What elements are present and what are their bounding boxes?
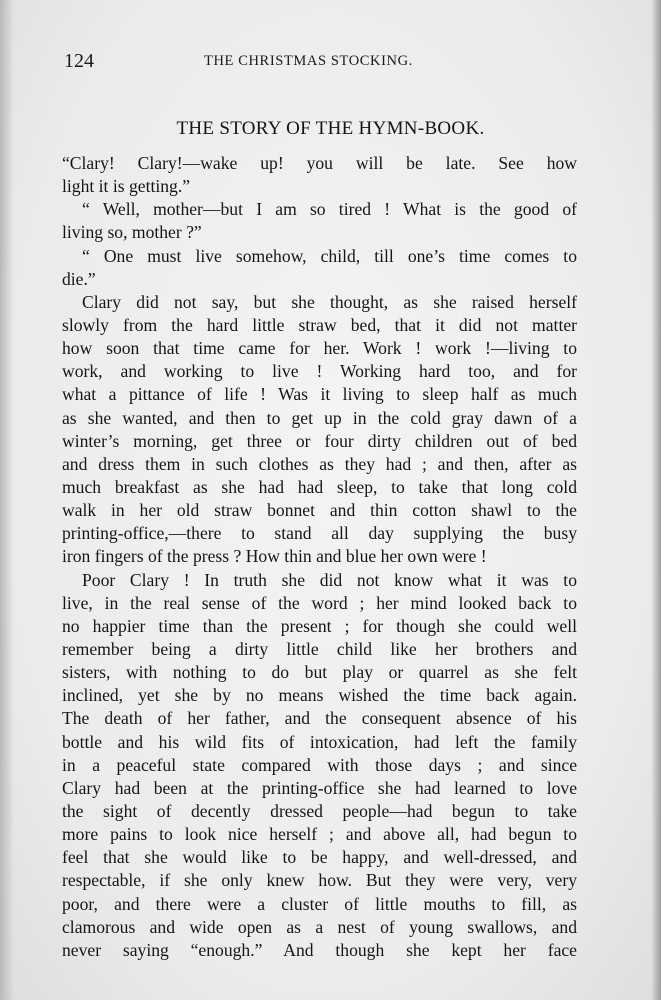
body-text	[62, 152, 577, 962]
page-number: 124	[64, 50, 94, 72]
running-head	[64, 50, 584, 74]
text-line: as she wanted, and then to get up in the cold gray dawn of a	[62, 407, 577, 428]
text-line: and dress them in such clothes as they had ; and then, after as	[62, 453, 577, 474]
text-line: “ Well, mother—but I am so tired ! What is the good of	[82, 199, 577, 220]
text-line: iron fingers of the press ? How thin and blue her own were !	[62, 546, 487, 567]
text-line: living so, mother ?”	[62, 222, 202, 243]
text-line: winter’s morning, get three or four dirty children out of bed	[62, 430, 577, 451]
text-line: bottle and his wild fits of intoxication, had left the family	[62, 731, 577, 752]
page-edge-shadow-left	[0, 0, 14, 1000]
text-line: poor, and there were a cluster of little mouths to fill, as	[62, 893, 577, 914]
running-title: THE CHRISTMAS STOCKING.	[204, 53, 413, 69]
text-line: remember being a dirty little child like her brothers and	[62, 638, 577, 659]
text-line: Clary had been at the printing-office she had learned to love	[62, 777, 577, 798]
text-line: what a pittance of life ! Was it living to sleep half as much	[62, 384, 577, 405]
text-line: die.”	[62, 268, 96, 289]
text-line: sisters, with nothing to do but play or quarrel as she felt	[62, 662, 577, 683]
text-line: how soon that time came for her. Work ! work !—living to	[62, 338, 577, 359]
text-line: inclined, yet she by no means wished the time back again.	[62, 685, 577, 706]
text-line: the sight of decently dressed people—had begun to take	[62, 800, 577, 821]
text-line: work, and working to live ! Working hard too, and for	[62, 361, 577, 382]
text-line: walk in her old straw bonnet and thin cotton shawl to the	[62, 500, 577, 521]
page-edge-shadow-right	[651, 0, 661, 1000]
text-line: no happier time than the present ; for though she could well	[62, 615, 577, 636]
text-line: live, in the real sense of the word ; her mind looked back to	[62, 592, 577, 613]
text-line: in a peaceful state compared with those days ; and since	[62, 754, 577, 775]
text-line: The death of her father, and the consequent absence of his	[62, 708, 577, 729]
text-line: respectable, if she only knew how. But they were very, very	[62, 870, 577, 891]
text-line: much breakfast as she had had sleep, to take that long cold	[62, 476, 577, 497]
chapter-title: THE STORY OF THE HYMN-BOOK.	[176, 118, 485, 139]
text-line: Poor Clary ! In truth she did not know what it was to	[82, 569, 577, 590]
text-line: “Clary! Clary!—wake up! you will be late. See how	[62, 153, 577, 173]
text-line: light it is getting.”	[62, 176, 191, 197]
text-line: Clary did not say, but she thought, as she raised herself	[82, 291, 577, 312]
text-line: “ One must live somehow, child, till one’s time comes to	[82, 245, 577, 266]
text-line: clamorous and wide open as a nest of young swallows, and	[62, 916, 577, 937]
text-line: slowly from the hard little straw bed, that it did not matter	[62, 314, 577, 335]
text-line: never saying “enough.” And though she kept her face	[62, 939, 577, 960]
text-line: printing-office,—there to stand all day supplying the busy	[62, 523, 577, 544]
text-line: more pains to look nice herself ; and above all, had begun to	[62, 824, 577, 845]
text-line: feel that she would like to be happy, and well-dressed, and	[62, 847, 577, 868]
